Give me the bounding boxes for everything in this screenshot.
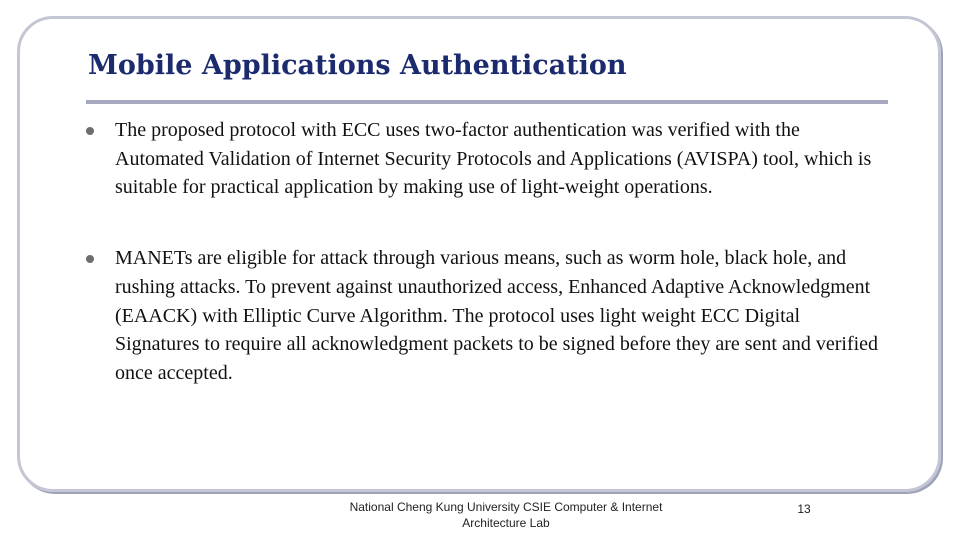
bullet-dot-icon bbox=[86, 127, 94, 135]
bullet-dot-icon bbox=[86, 255, 94, 263]
slide-title: Mobile Applications Authentication bbox=[88, 50, 627, 81]
slide-footer: National Cheng Kung University CSIE Computer & Internet Architecture Lab bbox=[349, 500, 663, 530]
page-number: 13 bbox=[797, 502, 811, 516]
title-underline bbox=[86, 100, 888, 104]
bullet-list bbox=[84, 116, 884, 430]
bullet-item bbox=[84, 244, 884, 388]
bullet-item bbox=[84, 116, 884, 202]
bullet-text: MANETs are eligible for attack through various means, such as worm hole, black hole, and rushing attacks. To prevent against unauthorized access, Enhanced Adaptive Acknowledgment (EAACK) with Elliptic Curve Algorithm. The protocol uses light weight ECC Digital Signatures to require all acknowledgment packets to be signed before they are sent and verified once accepted. bbox=[115, 247, 879, 384]
bullet-text: The proposed protocol with ECC uses two-factor authentication was verified with the Automated Validation of Internet Security Protocols and Applications (AVISPA) tool, which is suitable for practical application by making use of light-weight operations. bbox=[115, 119, 872, 199]
